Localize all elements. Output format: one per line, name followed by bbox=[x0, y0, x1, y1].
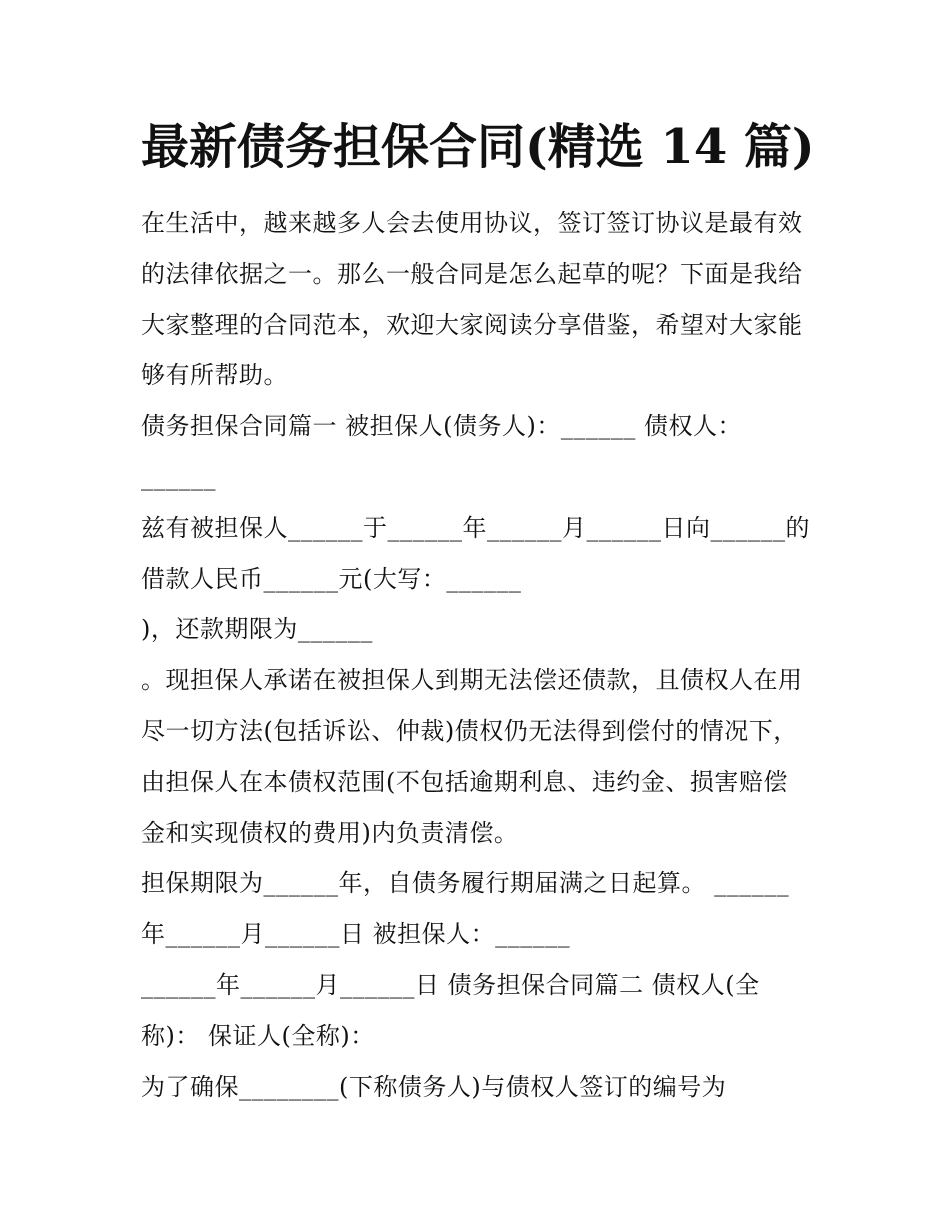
body-line: 担保期限为______年，自债务履行期届满之日起算。 ______ bbox=[141, 869, 790, 898]
body-line: 年______月______日 被担保人：______ bbox=[141, 920, 571, 949]
body-line: 尽一切方法(包括诉讼、仲裁)债权仍无法得到偿付的情况下， bbox=[141, 716, 798, 745]
body-line: 借款人民币______元(大写：______ bbox=[141, 564, 522, 593]
body-line: 大家整理的合同范本，欢迎大家阅读分享借鉴，希望对大家能 bbox=[141, 310, 803, 339]
body-line: ______ bbox=[141, 462, 216, 491]
body-line: 兹有被担保人______于______年______月______日向______的 bbox=[141, 513, 810, 542]
body-line: 债务担保合同篇一 被担保人(债务人)：______ 债权人： bbox=[141, 412, 742, 441]
document-body bbox=[141, 198, 831, 1112]
body-line: 称)： 保证人(全称)： bbox=[141, 1021, 375, 1050]
body-line: 的法律依据之一。那么一般合同是怎么起草的呢？下面是我给 bbox=[141, 259, 803, 288]
body-line: 。现担保人承诺在被担保人到期无法偿还债款，且债权人在用 bbox=[141, 666, 803, 695]
body-line: 由担保人在本债权范围(不包括逾期利息、违约金、损害赔偿 bbox=[141, 767, 788, 796]
document-title: 最新债务担保合同(精选 14 篇) bbox=[141, 119, 815, 175]
body-line: 在生活中，越来越多人会去使用协议，签订签订协议是最有效 bbox=[141, 209, 803, 237]
body-line: ______年______月______日 债务担保合同篇二 债权人(全 bbox=[141, 970, 760, 999]
body-line: 金和实现债权的费用)内负责清偿。 bbox=[141, 818, 519, 847]
body-line: 为了确保________(下称债务人)与债权人签订的编号为 bbox=[141, 1072, 727, 1101]
body-line: 够有所帮助。 bbox=[141, 361, 288, 390]
body-line: )，还款期限为______ bbox=[141, 615, 373, 644]
